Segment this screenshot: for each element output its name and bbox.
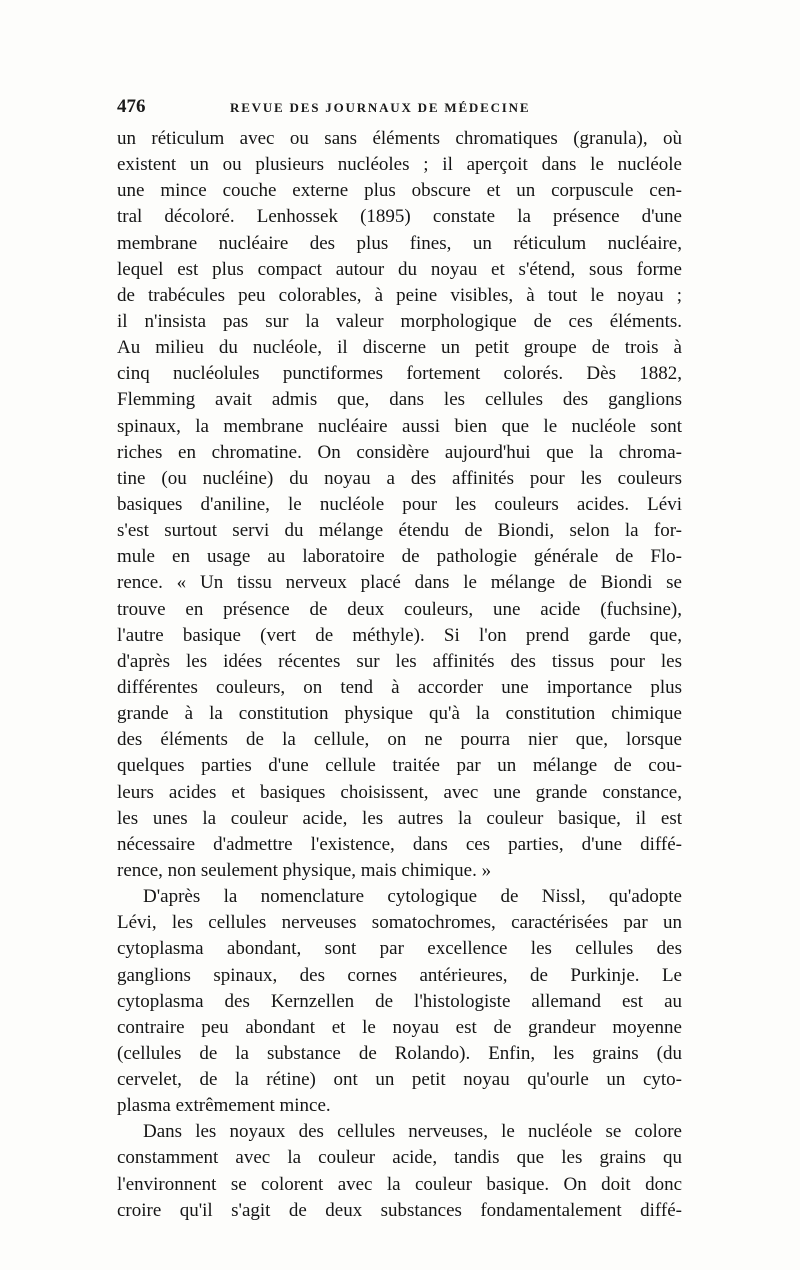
text-line: l'environnent se colorent avec la couleur basique. On doit donc [117, 1173, 682, 1195]
text-line: cervelet, de la rétine) ont un petit noyau qu'ourle un cyto- [117, 1069, 682, 1091]
text-line: l'autre basique (vert de méthyle). Si l'on prend garde que, [117, 624, 682, 646]
text-line: d'après les idées récentes sur les affinités des tissus pour les [117, 650, 682, 672]
text-line: les unes la couleur acide, les autres la couleur basique, il est [117, 807, 682, 829]
paragraph-end-line: rence, non seulement physique, mais chimique. » [117, 859, 492, 881]
text-line: leurs acides et basiques choisissent, avec une grande constance, [117, 781, 682, 803]
text-line: tine (ou nucléine) du noyau a des affinités pour les couleurs [117, 467, 682, 489]
text-line: différentes couleurs, on tend à accorder une importance plus [117, 676, 682, 698]
text-line: quelques parties d'une cellule traitée par un mélange de cou- [117, 755, 682, 777]
paragraph-end-line: plasma extrêmement mince. [117, 1095, 331, 1117]
text-line: (cellules de la substance de Rolando). Enfin, les grains (du [117, 1042, 682, 1064]
text-line: de trabécules peu colorables, à peine visibles, à tout le noyau ; [117, 284, 682, 306]
page-number: 476 [117, 96, 146, 117]
text-line: ganglions spinaux, des cornes antérieures, de Purkinje. Le [117, 964, 682, 986]
text-line: rence. « Un tissu nerveux placé dans le mélange de Biondi se [117, 572, 682, 594]
paragraph-start-line: Dans les noyaux des cellules nerveuses, le nucléole se colore [143, 1121, 682, 1143]
text-line: spinaux, la membrane nucléaire aussi bien que le nucléole sont [117, 415, 682, 437]
text-line: membrane nucléaire des plus fines, un réticulum nucléaire, [117, 232, 682, 254]
text-line: cytoplasma des Kernzellen de l'histologiste allemand est au [117, 990, 682, 1012]
text-line: Flemming avait admis que, dans les cellules des ganglions [117, 389, 682, 411]
running-head: REVUE DES JOURNAUX DE MÉDECINE [230, 100, 531, 115]
text-line: croire qu'il s'agit de deux substances fondamentalement diffé- [117, 1199, 682, 1221]
text-line: Lévi, les cellules nerveuses somatochromes, caractérisées par un [117, 912, 682, 934]
text-line: s'est surtout servi du mélange étendu de Biondi, selon la for- [117, 520, 682, 542]
text-line: cinq nucléolules punctiformes fortement colorés. Dès 1882, [117, 363, 682, 385]
body-text [117, 126, 682, 1224]
text-line: lequel est plus compact autour du noyau et s'étend, sous forme [117, 258, 682, 280]
text-line: trouve en présence de deux couleurs, une acide (fuchsine), [117, 598, 682, 620]
text-line: riches en chromatine. On considère aujourd'hui que la chroma- [117, 441, 682, 463]
text-line: une mince couche externe plus obscure et un corpuscule cen- [117, 180, 682, 202]
text-line: tral décoloré. Lenhossek (1895) constate la présence d'une [117, 206, 682, 228]
text-line: basiques d'aniline, le nucléole pour les couleurs acides. Lévi [117, 493, 682, 515]
text-line: cytoplasma abondant, sont par excellence les cellules des [117, 938, 682, 960]
text-line: des éléments de la cellule, on ne pourra nier que, lorsque [117, 729, 682, 751]
paragraph-start-line: D'après la nomenclature cytologique de Nissl, qu'adopte [143, 886, 682, 908]
text-line: nécessaire d'admettre l'existence, dans ces parties, d'une diffé- [117, 833, 682, 855]
text-line: existent un ou plusieurs nucléoles ; il aperçoit dans le nucléole [117, 154, 682, 176]
text-line: un réticulum avec ou sans éléments chromatiques (granula), où [117, 128, 682, 149]
text-line: il n'insista pas sur la valeur morphologique de ces éléments. [117, 310, 682, 332]
text-line: contraire peu abondant et le noyau est de grandeur moyenne [117, 1016, 682, 1038]
text-line: Au milieu du nucléole, il discerne un petit groupe de trois à [117, 337, 682, 359]
text-line: mule en usage au laboratoire de pathologie générale de Flo- [117, 546, 682, 568]
text-line: grande à la constitution physique qu'à la constitution chimique [117, 703, 682, 725]
page-header [117, 96, 687, 120]
text-line: constamment avec la couleur acide, tandis que les grains qu [117, 1147, 682, 1169]
